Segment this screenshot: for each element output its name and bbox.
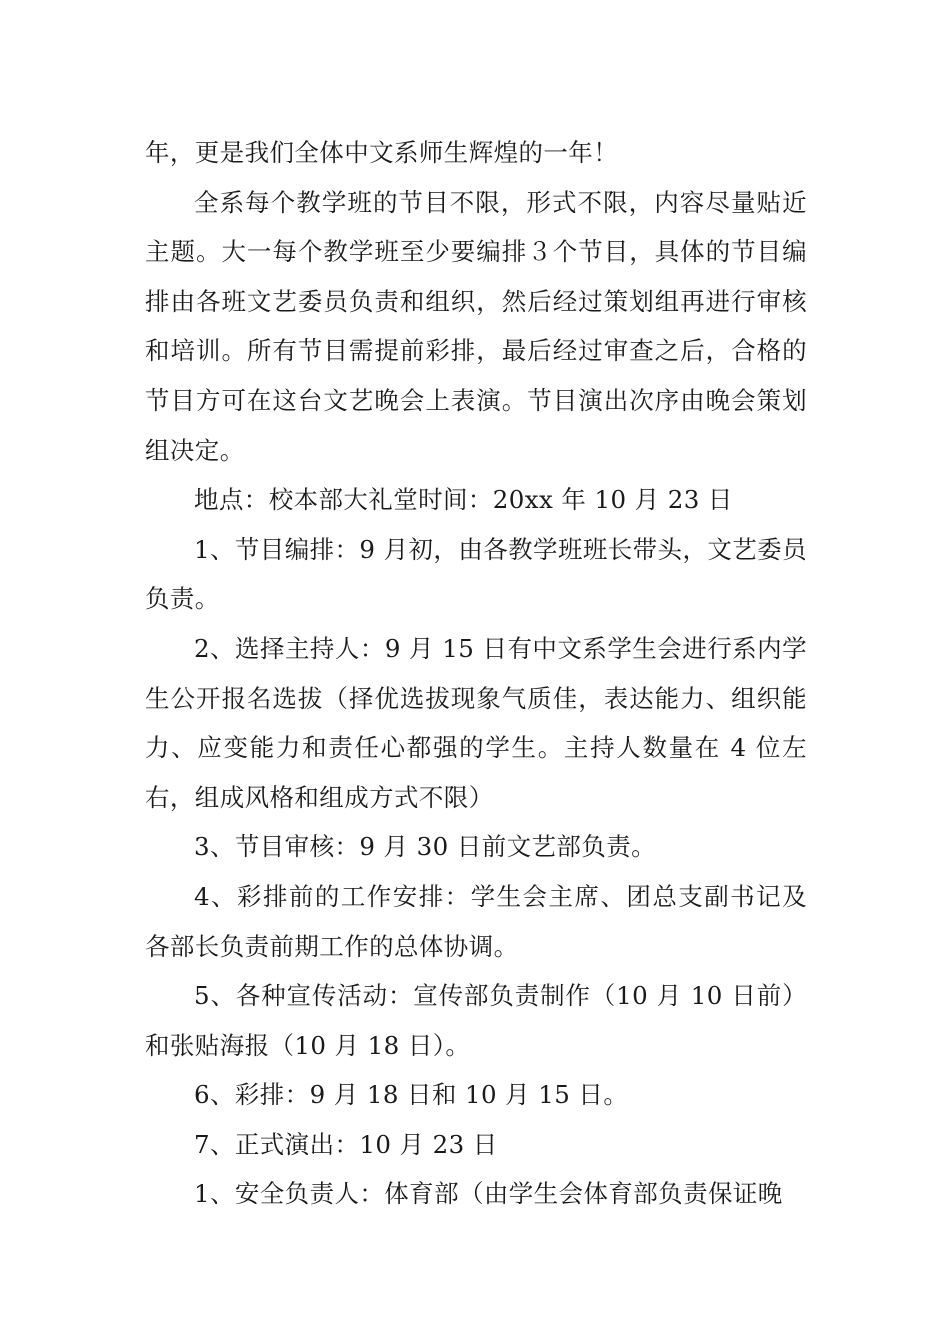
paragraph-venue-time: 地点：校本部大礼堂时间：20xx 年 10 月 23 日 <box>194 485 733 515</box>
list-item-program-review: 3、节目审核：9 月 30 日前文艺部负责。 <box>194 832 657 862</box>
list-item-host-selection: 2、选择主持人：9 月 15 日有中文系学生会进行系内学生公开报名选拔（择优选拔现象气质佳，表达能力、组织能力、应变能力和责任心都强的学生。主持人数量在 4 位左右，组成风格和组成方式不限） <box>145 633 807 812</box>
list-item-rehearsal: 6、彩排：9 月 18 日和 10 月 15 日。 <box>194 1080 629 1110</box>
document-page <box>145 128 807 1219</box>
list-item-program-arrangement: 1、节目编排：9 月初，由各教学班班长带头，文艺委员负责。 <box>145 534 807 614</box>
list-item-performance: 7、正式演出：10 月 23 日 <box>194 1129 498 1159</box>
paragraph-year-closing: 年，更是我们全体中文系师生辉煌的一年！ <box>145 138 619 167</box>
list-item-safety: 1、安全负责人：体育部（由学生会体育部负责保证晚 <box>194 1179 783 1209</box>
paragraph-program-requirements: 全系每个教学班的节目不限，形式不限，内容尽量贴近主题。大一每个教学班至少要编排３个节目，具体的节目编排由各班文艺委员负责和组织，然后经过策划组再进行审核和培训。所有节目需提前彩排，最后经过审查之后，合格的节目方可在这台文艺晚会上表演。节目演出次序由晚会策划组决定。 <box>145 187 807 465</box>
list-item-publicity: 5、各种宣传活动：宣传部负责制作（10 月 10 日前）和张贴海报（10 月 18 日）。 <box>145 981 807 1060</box>
list-item-pre-rehearsal-work: 4、彩排前的工作安排：学生会主席、团总支副书记及各部长负责前期工作的总体协调。 <box>145 881 807 961</box>
